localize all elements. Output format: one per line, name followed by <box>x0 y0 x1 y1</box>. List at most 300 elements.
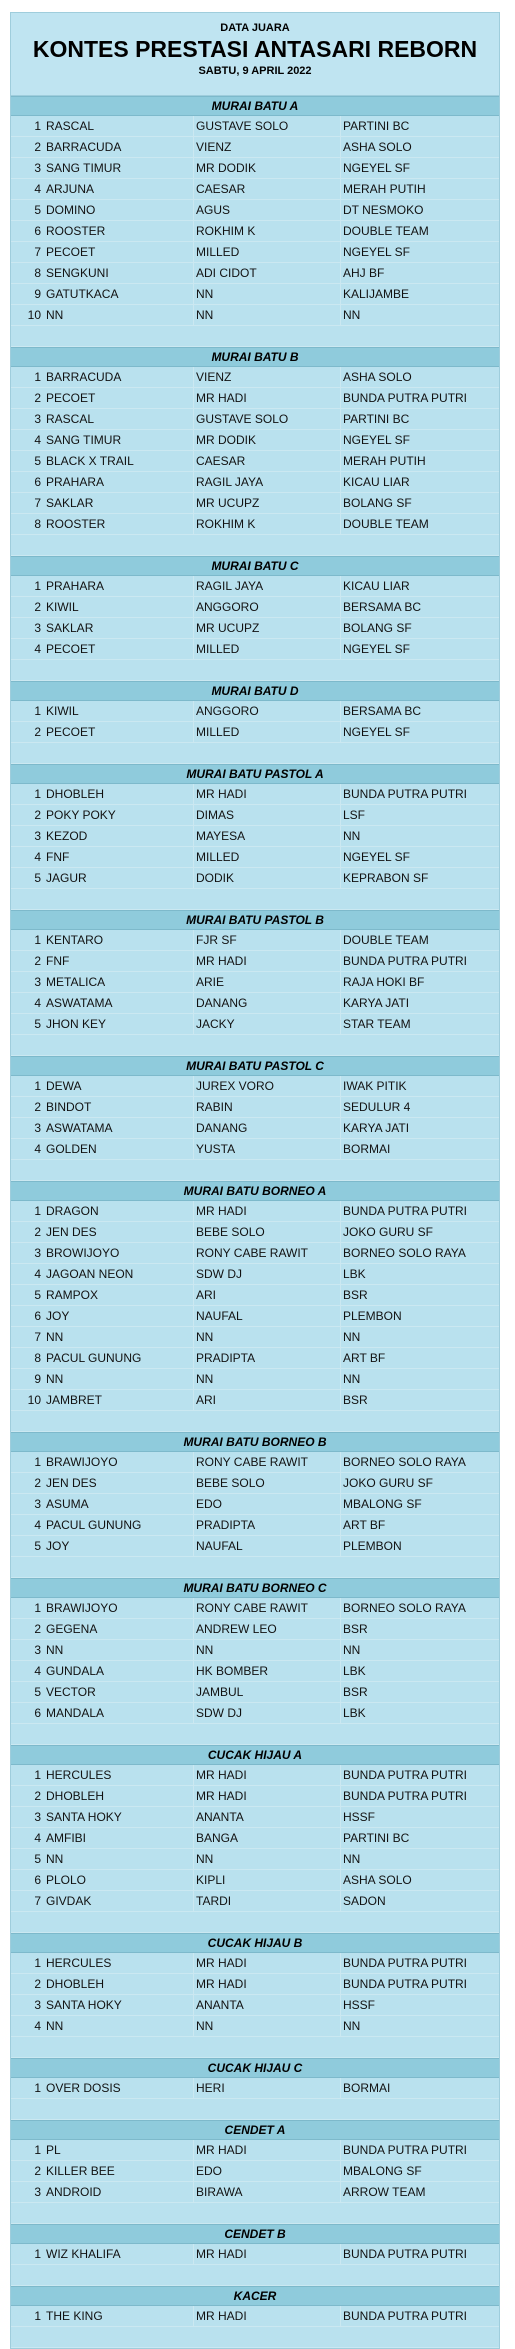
bird-name-cell: HERCULES <box>44 1953 194 1973</box>
rank-cell: 3 <box>34 829 41 843</box>
rank-cell: 5 <box>34 454 41 468</box>
section-title: MURAI BATU BORNEO A <box>11 1181 499 1201</box>
rank-cell: 4 <box>34 1267 41 1281</box>
rank-cell: 2 <box>34 1622 41 1636</box>
team-cell: BUNDA PUTRA PUTRI <box>343 1789 468 1803</box>
team-cell: DT NESMOKO <box>343 203 424 217</box>
bird-name-cell: SANG TIMUR <box>44 158 194 178</box>
team-cell: KARYA JATI <box>343 1121 410 1135</box>
bird-name-cell: HERCULES <box>44 1765 194 1785</box>
table-row <box>11 1452 499 1473</box>
team-cell: BUNDA PUTRA PUTRI <box>343 787 468 801</box>
table-row <box>11 1201 499 1222</box>
team-cell: MBALONG SF <box>343 2164 422 2178</box>
rank-cell: 4 <box>34 2019 41 2033</box>
owner-cell: NN <box>194 1327 341 1347</box>
bird-name-cell: DRAGON <box>44 1201 194 1221</box>
owner-cell: MILLED <box>194 847 341 867</box>
bird-name-cell: RAMPOX <box>44 1285 194 1305</box>
team-cell: BOLANG SF <box>343 496 412 510</box>
table-row <box>11 1891 499 1912</box>
rank-cell: 3 <box>34 1497 41 1511</box>
team-cell: PARTINI BC <box>343 119 410 133</box>
table-row <box>11 1598 499 1619</box>
bird-name-cell: KILLER BEE <box>44 2161 194 2181</box>
rank-cell: 2 <box>34 140 41 154</box>
bird-name-cell: RASCAL <box>44 116 194 136</box>
table-row <box>11 1870 499 1891</box>
bird-name-cell: DHOBLEH <box>44 1786 194 1806</box>
bird-name-cell: SANTA HOKY <box>44 1807 194 1827</box>
table-row <box>11 263 499 284</box>
owner-cell: SDW DJ <box>194 1703 341 1723</box>
team-cell: ASHA SOLO <box>343 1873 412 1887</box>
team-cell: BSR <box>343 1622 368 1636</box>
class-section <box>11 1933 499 2058</box>
bird-name-cell: JOY <box>44 1536 194 1556</box>
owner-cell: PRADIPTA <box>194 1515 341 1535</box>
owner-cell: MR HADI <box>194 1201 341 1221</box>
team-cell: MERAH PUTIH <box>343 454 426 468</box>
class-section <box>11 1181 499 1432</box>
rank-cell: 2 <box>34 600 41 614</box>
owner-cell: MR HADI <box>194 388 341 408</box>
owner-cell: MR DODIK <box>194 430 341 450</box>
table-row <box>11 137 499 158</box>
team-cell: SADON <box>343 1894 386 1908</box>
owner-cell: ROKHIM K <box>194 221 341 241</box>
table-row <box>11 1953 499 1974</box>
table-row <box>11 722 499 743</box>
spacer-row <box>11 2265 499 2286</box>
team-cell: MBALONG SF <box>343 1497 422 1511</box>
rank-cell: 4 <box>34 1831 41 1845</box>
owner-cell: NN <box>194 1369 341 1389</box>
table-row <box>11 597 499 618</box>
bird-name-cell: OVER DOSIS <box>44 2078 194 2098</box>
team-cell: BSR <box>343 1393 368 1407</box>
rank-cell: 9 <box>34 287 41 301</box>
bird-name-cell: DEWA <box>44 1076 194 1096</box>
bird-name-cell: AMFIBI <box>44 1828 194 1848</box>
table-row <box>11 993 499 1014</box>
bird-name-cell: MANDALA <box>44 1703 194 1723</box>
bird-name-cell: PRAHARA <box>44 576 194 596</box>
table-row <box>11 1515 499 1536</box>
table-row <box>11 1306 499 1327</box>
team-cell: NN <box>343 829 361 843</box>
table-row <box>11 493 499 514</box>
owner-cell: BANGA <box>194 1828 341 1848</box>
owner-cell: CAESAR <box>194 179 341 199</box>
class-section <box>11 2286 499 2348</box>
class-section <box>11 1578 499 1745</box>
owner-cell: MR HADI <box>194 1974 341 1994</box>
owner-cell: MR HADI <box>194 1786 341 1806</box>
bird-name-cell: NN <box>44 2016 194 2036</box>
table-row <box>11 1849 499 1870</box>
owner-cell: DIMAS <box>194 805 341 825</box>
owner-cell: MR HADI <box>194 2140 341 2160</box>
team-cell: DOUBLE TEAM <box>343 933 429 947</box>
team-cell: NN <box>343 1643 361 1657</box>
team-cell: BORNEO SOLO RAYA <box>343 1246 466 1260</box>
team-cell: ART BF <box>343 1351 386 1365</box>
owner-cell: DANANG <box>194 1118 341 1138</box>
rank-cell: 4 <box>34 1518 41 1532</box>
team-cell: NN <box>343 1372 361 1386</box>
bird-name-cell: NN <box>44 1327 194 1347</box>
section-title: CENDET B <box>11 2224 499 2244</box>
header-title: KONTES PRESTASI ANTASARI REBORN <box>32 36 478 62</box>
rank-cell: 6 <box>34 1309 41 1323</box>
bird-name-cell: BRAWIJOYO <box>44 1452 194 1472</box>
owner-cell: MILLED <box>194 242 341 262</box>
section-title: MURAI BATU BORNEO B <box>11 1432 499 1452</box>
section-title: MURAI BATU PASTOL C <box>11 1056 499 1076</box>
owner-cell: BEBE SOLO <box>194 1473 341 1493</box>
bird-name-cell: PACUL GUNUNG <box>44 1348 194 1368</box>
spacer-row <box>11 1160 499 1181</box>
bird-name-cell: DHOBLEH <box>44 784 194 804</box>
owner-cell: CAESAR <box>194 451 341 471</box>
section-title: MURAI BATU C <box>11 556 499 576</box>
team-cell: BORMAI <box>343 2081 391 2095</box>
team-cell: NN <box>343 1852 361 1866</box>
table-row <box>11 1097 499 1118</box>
rank-cell: 4 <box>34 996 41 1010</box>
rank-cell: 2 <box>34 725 41 739</box>
team-cell: KICAU LIAR <box>343 579 410 593</box>
team-cell: KICAU LIAR <box>343 475 410 489</box>
rank-cell: 7 <box>34 245 41 259</box>
owner-cell: TARDI <box>194 1891 341 1911</box>
rank-cell: 1 <box>34 2247 41 2261</box>
owner-cell: EDO <box>194 2161 341 2181</box>
bird-name-cell: SANTA HOKY <box>44 1995 194 2015</box>
owner-cell: MILLED <box>194 722 341 742</box>
bird-name-cell: PL <box>44 2140 194 2160</box>
rank-cell: 3 <box>34 412 41 426</box>
rank-cell: 4 <box>34 182 41 196</box>
team-cell: ARROW TEAM <box>343 2185 426 2199</box>
team-cell: BUNDA PUTRA PUTRI <box>343 391 468 405</box>
class-section <box>11 2224 499 2286</box>
table-row <box>11 1285 499 1306</box>
table-row <box>11 1703 499 1724</box>
class-section <box>11 681 499 764</box>
bird-name-cell: GATUTKACA <box>44 284 194 304</box>
table-row <box>11 847 499 868</box>
team-cell: NGEYEL SF <box>343 245 410 259</box>
rank-cell: 6 <box>34 1873 41 1887</box>
spacer-row <box>11 535 499 556</box>
table-row <box>11 868 499 889</box>
bird-name-cell: GUNDALA <box>44 1661 194 1681</box>
section-title: MURAI BATU PASTOL B <box>11 910 499 930</box>
owner-cell: JUREX VORO <box>194 1076 341 1096</box>
bird-name-cell: SAKLAR <box>44 493 194 513</box>
rank-cell: 2 <box>34 391 41 405</box>
owner-cell: SDW DJ <box>194 1264 341 1284</box>
owner-cell: NN <box>194 284 341 304</box>
owner-cell: RONY CABE RAWIT <box>194 1243 341 1263</box>
table-row <box>11 1390 499 1411</box>
owner-cell: PRADIPTA <box>194 1348 341 1368</box>
team-cell: NGEYEL SF <box>343 850 410 864</box>
rank-cell: 4 <box>34 1142 41 1156</box>
rank-cell: 1 <box>34 1079 41 1093</box>
rank-cell: 3 <box>34 1810 41 1824</box>
owner-cell: MR HADI <box>194 2306 341 2326</box>
table-row <box>11 116 499 137</box>
team-cell: NGEYEL SF <box>343 433 410 447</box>
bird-name-cell: SENGKUNI <box>44 263 194 283</box>
owner-cell: MILLED <box>194 639 341 659</box>
owner-cell: ROKHIM K <box>194 514 341 534</box>
team-cell: IWAK PITIK <box>343 1079 407 1093</box>
table-row <box>11 1369 499 1390</box>
team-cell: LBK <box>343 1267 366 1281</box>
team-cell: LBK <box>343 1706 366 1720</box>
table-row <box>11 2182 499 2203</box>
owner-cell: BIRAWA <box>194 2182 341 2202</box>
rank-cell: 9 <box>34 1372 41 1386</box>
table-row <box>11 1139 499 1160</box>
rank-cell: 2 <box>34 1100 41 1114</box>
table-row <box>11 1014 499 1035</box>
table-row <box>11 972 499 993</box>
team-cell: KARYA JATI <box>343 996 410 1010</box>
bird-name-cell: KEZOD <box>44 826 194 846</box>
rank-cell: 3 <box>34 1643 41 1657</box>
owner-cell: HERI <box>194 2078 341 2098</box>
rank-cell: 2 <box>34 1476 41 1490</box>
bird-name-cell: METALICA <box>44 972 194 992</box>
team-cell: BUNDA PUTRA PUTRI <box>343 954 468 968</box>
rank-cell: 1 <box>34 370 41 384</box>
owner-cell: EDO <box>194 1494 341 1514</box>
rank-cell: 1 <box>34 2143 41 2157</box>
rank-cell: 2 <box>34 1789 41 1803</box>
rank-cell: 1 <box>34 1455 41 1469</box>
table-row <box>11 2140 499 2161</box>
team-cell: HSSF <box>343 1998 376 2012</box>
rank-cell: 8 <box>34 266 41 280</box>
team-cell: KALIJAMBE <box>343 287 410 301</box>
table-row <box>11 1243 499 1264</box>
owner-cell: ANANTA <box>194 1807 341 1827</box>
table-row <box>11 2244 499 2265</box>
table-row <box>11 951 499 972</box>
team-cell: ART BF <box>343 1518 386 1532</box>
bird-name-cell: PACUL GUNUNG <box>44 1515 194 1535</box>
table-row <box>11 930 499 951</box>
table-row <box>11 2161 499 2182</box>
team-cell: BSR <box>343 1685 368 1699</box>
bird-name-cell: ASUMA <box>44 1494 194 1514</box>
rank-cell: 5 <box>34 1288 41 1302</box>
section-title: KACER <box>11 2286 499 2306</box>
table-row <box>11 1828 499 1849</box>
spacer-row <box>11 2099 499 2120</box>
team-cell: LBK <box>343 1664 366 1678</box>
rank-cell: 1 <box>34 119 41 133</box>
team-cell: LSF <box>343 808 366 822</box>
class-section <box>11 1056 499 1181</box>
table-row <box>11 1682 499 1703</box>
table-row <box>11 158 499 179</box>
owner-cell: VIENZ <box>194 367 341 387</box>
owner-cell: JACKY <box>194 1014 341 1034</box>
table-row <box>11 701 499 722</box>
class-section <box>11 2120 499 2224</box>
owner-cell: ARI <box>194 1285 341 1305</box>
table-row <box>11 284 499 305</box>
bird-name-cell: SAKLAR <box>44 618 194 638</box>
table-row <box>11 1661 499 1682</box>
table-row <box>11 1786 499 1807</box>
bird-name-cell: KIWIL <box>44 701 194 721</box>
bird-name-cell: ARJUNA <box>44 179 194 199</box>
table-row <box>11 1807 499 1828</box>
table-row <box>11 639 499 660</box>
table-row <box>11 472 499 493</box>
bird-name-cell: GEGENA <box>44 1619 194 1639</box>
table-row <box>11 388 499 409</box>
owner-cell: DODIK <box>194 868 341 888</box>
bird-name-cell: NN <box>44 305 194 325</box>
team-cell: BERSAMA BC <box>343 704 422 718</box>
table-row <box>11 784 499 805</box>
team-cell: JOKO GURU SF <box>343 1225 434 1239</box>
section-title: MURAI BATU A <box>11 96 499 116</box>
rank-cell: 3 <box>34 1246 41 1260</box>
team-cell: AHJ BF <box>343 266 385 280</box>
bird-name-cell: PECOET <box>44 242 194 262</box>
table-row <box>11 1348 499 1369</box>
bird-name-cell: NN <box>44 1849 194 1869</box>
bird-name-cell: ANDROID <box>44 2182 194 2202</box>
table-row <box>11 242 499 263</box>
spacer-row <box>11 2037 499 2058</box>
bird-name-cell: SANG TIMUR <box>44 430 194 450</box>
section-title: CUCAK HIJAU C <box>11 2058 499 2078</box>
bird-name-cell: PLOLO <box>44 1870 194 1890</box>
rank-cell: 1 <box>34 579 41 593</box>
team-cell: BUNDA PUTRA PUTRI <box>343 2309 468 2323</box>
spacer-row <box>11 1411 499 1432</box>
bird-name-cell: BROWIJOYO <box>44 1243 194 1263</box>
bird-name-cell: PECOET <box>44 639 194 659</box>
class-section <box>11 556 499 681</box>
spacer-row <box>11 2327 499 2348</box>
team-cell: PLEMBON <box>343 1539 402 1553</box>
table-row <box>11 1473 499 1494</box>
table-row <box>11 1494 499 1515</box>
owner-cell: MR HADI <box>194 1765 341 1785</box>
rank-cell: 7 <box>34 1894 41 1908</box>
bird-name-cell: DHOBLEH <box>44 1974 194 1994</box>
spacer-row <box>11 1724 499 1745</box>
team-cell: DOUBLE TEAM <box>343 224 429 238</box>
team-cell: BERSAMA BC <box>343 600 422 614</box>
owner-cell: NAUFAL <box>194 1306 341 1326</box>
rank-cell: 5 <box>34 1017 41 1031</box>
team-cell: PLEMBON <box>343 1309 402 1323</box>
owner-cell: VIENZ <box>194 137 341 157</box>
table-row <box>11 1264 499 1285</box>
section-title: CUCAK HIJAU B <box>11 1933 499 1953</box>
owner-cell: MR HADI <box>194 784 341 804</box>
class-section <box>11 96 499 347</box>
team-cell: NGEYEL SF <box>343 161 410 175</box>
rank-cell: 6 <box>34 1706 41 1720</box>
team-cell: DOUBLE TEAM <box>343 517 429 531</box>
table-row <box>11 1995 499 2016</box>
team-cell: ASHA SOLO <box>343 370 412 384</box>
bird-name-cell: BRAWIJOYO <box>44 1598 194 1618</box>
class-section <box>11 910 499 1056</box>
team-cell: KEPRABON SF <box>343 871 429 885</box>
table-row <box>11 2306 499 2327</box>
rank-cell: 7 <box>34 1330 41 1344</box>
owner-cell: GUSTAVE SOLO <box>194 409 341 429</box>
team-cell: HSSF <box>343 1810 376 1824</box>
owner-cell: ANGGORO <box>194 597 341 617</box>
table-row <box>11 2016 499 2037</box>
table-row <box>11 409 499 430</box>
bird-name-cell: PRAHARA <box>44 472 194 492</box>
bird-name-cell: BLACK X TRAIL <box>44 451 194 471</box>
owner-cell: ARIE <box>194 972 341 992</box>
rank-cell: 2 <box>34 2164 41 2178</box>
owner-cell: NN <box>194 2016 341 2036</box>
team-cell: BUNDA PUTRA PUTRI <box>343 1956 468 1970</box>
header-date: SABTU, 9 APRIL 2022 <box>198 65 312 77</box>
rank-cell: 1 <box>34 787 41 801</box>
table-row <box>11 1222 499 1243</box>
bird-name-cell: WIZ KHALIFA <box>44 2244 194 2264</box>
team-cell: BOLANG SF <box>343 621 412 635</box>
team-cell: BORNEO SOLO RAYA <box>343 1455 466 1469</box>
bird-name-cell: BINDOT <box>44 1097 194 1117</box>
rank-cell: 1 <box>34 1204 41 1218</box>
class-section <box>11 1432 499 1578</box>
rank-cell: 4 <box>34 642 41 656</box>
rank-cell: 6 <box>34 475 41 489</box>
rank-cell: 5 <box>34 203 41 217</box>
owner-cell: RAGIL JAYA <box>194 576 341 596</box>
team-cell: RAJA HOKI BF <box>343 975 425 989</box>
table-row <box>11 1640 499 1661</box>
spacer-row <box>11 660 499 681</box>
rank-cell: 3 <box>34 1998 41 2012</box>
team-cell: NN <box>343 308 361 322</box>
rank-cell: 1 <box>34 1601 41 1615</box>
team-cell: ASHA SOLO <box>343 140 412 154</box>
table-row <box>11 618 499 639</box>
owner-cell: MR HADI <box>194 951 341 971</box>
section-title: CUCAK HIJAU A <box>11 1745 499 1765</box>
team-cell: BUNDA PUTRA PUTRI <box>343 2247 468 2261</box>
bird-name-cell: VECTOR <box>44 1682 194 1702</box>
team-cell: JOKO GURU SF <box>343 1476 434 1490</box>
rank-cell: 1 <box>34 1956 41 1970</box>
owner-cell: YUSTA <box>194 1139 341 1159</box>
spacer-row <box>11 1557 499 1578</box>
team-cell: STAR TEAM <box>343 1017 411 1031</box>
